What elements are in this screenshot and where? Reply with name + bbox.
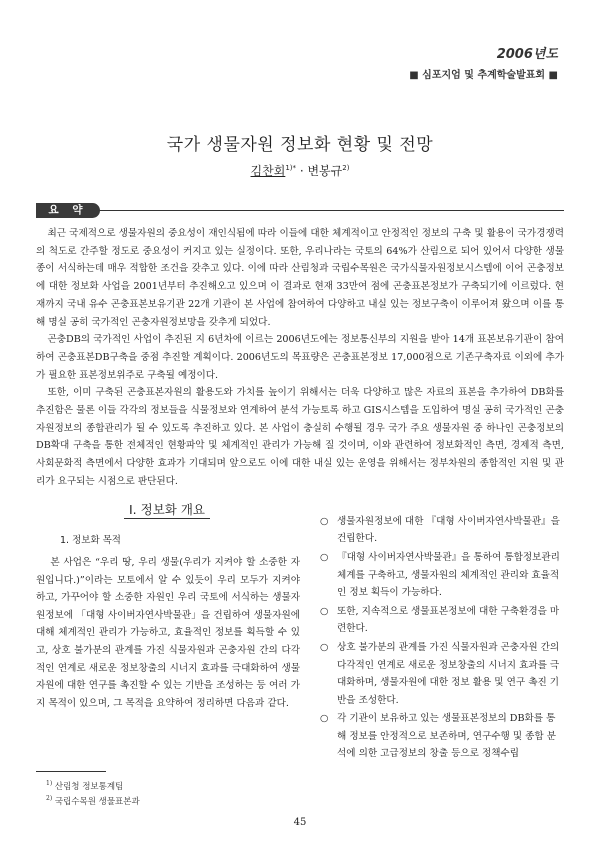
list-item — [320, 549, 564, 601]
abstract-body — [36, 225, 564, 491]
bullet-circle-icon: ○ — [320, 642, 329, 654]
author-line — [0, 162, 600, 179]
footnote-rule — [36, 771, 106, 772]
author-separator: · — [296, 164, 308, 178]
page-number: 45 — [293, 817, 307, 828]
purpose-list — [320, 513, 564, 763]
list-item-text: 『대형 사이버자연사박물관』을 통하여 통합정보관리체계를 구축하고, 생물자원의 체계적인 관리와 효율적인 정보 획득이 가능하다. — [337, 552, 560, 599]
footnote-1 — [46, 780, 123, 792]
list-item-text: 상호 불가분의 관계를 가진 식물자원과 곤충자원 간의 다각적인 연계로 새로운 정보창출의 시너지 효과를 극대화하며, 생물자원에 대한 정보 활용 및 연구 촉진 기반을 조성한다. — [337, 642, 560, 706]
left-column — [36, 554, 300, 712]
footnote-1-text: 산림청 정보통계팀 — [54, 782, 124, 792]
header-subtitle: ■ 심포지엄 및 추계학술발표회 ■ — [409, 70, 558, 81]
author-2-mark: 2) — [342, 164, 350, 172]
list-item — [320, 639, 564, 709]
header-year: 2006년도 — [496, 47, 558, 62]
author-1-name: 김찬회 — [250, 164, 286, 178]
bullet-circle-icon: ○ — [320, 713, 329, 725]
author-1-mark: 1)* — [285, 164, 297, 172]
footnote-1-mark: 1) — [46, 780, 53, 788]
bullet-circle-icon: ○ — [320, 606, 329, 618]
list-item — [320, 603, 564, 638]
footnote-2-mark: 2) — [46, 795, 53, 803]
body-paragraph: 본 사업은 “우리 땅, 우리 생물(우리가 지켜야 할 소중한 자원입니다.)”이라는 모토에서 알 수 있듯이 우리 모두가 지켜야 하고, 가꾸어야 할 소중한 자원인 우리 국토에 서식하는 생물자원정보에 「대형 사이버자연사박물관」을 건립하여 생물자원에 대해 체계적인 관리가 가능하고, 효율적인 정보를 획득할 수 있고, 상호 불가분의 관계를 가진 식물자원과 곤충자원 간의 다각적인 연계로 새로운 정보창출의 시너지 효과를 극대화하여 생물자원에 대한 연구를 촉진할 수 있는 기반을 조성하는 등 여러 가지 목적이 있으며, 그 목적을 요약하여 정리하면 다음과 같다. — [36, 557, 300, 709]
abstract-paragraph-2: 곤충DB의 국가적인 사업이 추진된 지 6년차에 이르는 2006년도에는 정보통신부의 지원을 받아 14개 표본보유기관이 참여하여 곤충표본DB구축을 중점 추진할 계획이다. 2006년도의 목표량은 곤충표본정보 17,000점으로 기존구축자료 이외에 추가가 필요한 표본정보위주로 구축될 예정이다. — [36, 334, 564, 381]
list-item — [320, 710, 564, 762]
bullet-circle-icon: ○ — [320, 552, 329, 564]
abstract-paragraph-1: 최근 국제적으로 생물자원의 중요성이 재인식됨에 따라 이들에 대한 체계적이고 안정적인 정보의 구축 및 활용이 국가경쟁력의 척도로 간주할 정도로 중요성이 커지고 있는 실정이다. 또한, 우리나라는 국토의 64%가 산림으로 되어 있어서 다양한 생물종이 서식하는데 매우 적합한 조건을 갖추고 있다. 이에 따라 산림청과 국립수목원은 국가식물자원정보시스템에 이어 곤충정보에 대한 정보화 사업을 2001년부터 추진해오고 있으며 이 결과로 현재 33만여 점에 곤충표본정보가 구축되기에 이르렀다. 현재까지 국내 유수 곤충표본보유기관 22개 기관이 본 사업에 참여하여 다양하고 내실 있는 정보구축이 이루어져 왔으며 이를 통해 명실 공히 국가적인 곤충자원정보망을 갖추게 되었다. — [36, 228, 564, 328]
section-title-underline — [124, 518, 210, 519]
abstract-badge: 요 약 — [36, 203, 100, 218]
right-column — [320, 513, 564, 764]
abstract-rule — [36, 210, 564, 211]
subsection-title: 1. 정보화 목적 — [60, 535, 121, 546]
footnote-2 — [46, 795, 140, 807]
bullet-circle-icon: ○ — [320, 516, 329, 527]
section-title: Ⅰ. 정보화 개요 — [129, 502, 205, 517]
paper-title: 국가 생물자원 정보화 현황 및 전망 — [166, 135, 434, 155]
list-item — [320, 513, 564, 548]
list-item-text: 각 기관이 보유하고 있는 생물표본정보의 DB화를 통해 정보를 안정적으로 보존하며, 연구수행 및 종합 분석에 의한 고급정보의 창출 등으로 정책수립 — [337, 713, 557, 760]
list-item-text: 또한, 지속적으로 생물표본정보에 대한 구축환경을 마련한다. — [337, 606, 560, 635]
footnote-2-text: 국립수목원 생물표본과 — [54, 797, 140, 807]
list-item-text: 생물자원정보에 대한 『대형 사이버자연사박물관』을 건립한다. — [337, 516, 560, 545]
author-2-name: 변봉규 — [307, 164, 343, 178]
abstract-paragraph-3: 또한, 이미 구축된 곤충표본자원의 활용도와 가치를 높이기 위해서는 더욱 다양하고 많은 자료의 표본을 추가하여 DB화를 추진함은 물론 이들 각각의 정보들을 식물정보와 연계하여 분석 가능토록 하고 GIS시스템을 도입하여 명실 공히 국가적인 곤충자원정보의 종합관리가 될 수 있도록 추진하고 있다. 본 사업이 충실히 수행될 경우 국가 주요 생물자원 중 하나인 곤충정보의 DB확대 구축을 통한 전체적인 현황파악 및 체계적인 관리가 가능해 질 것이며, 이와 관련하여 정보화적인 측면, 경제적 측면, 사회문화적 측면에서 다양한 효과가 기대되며 앞으로도 이에 대한 내실 있는 운영을 위해서는 정부차원의 종합적인 지원 및 관리가 요구되는 시점으로 판단된다. — [36, 387, 564, 487]
